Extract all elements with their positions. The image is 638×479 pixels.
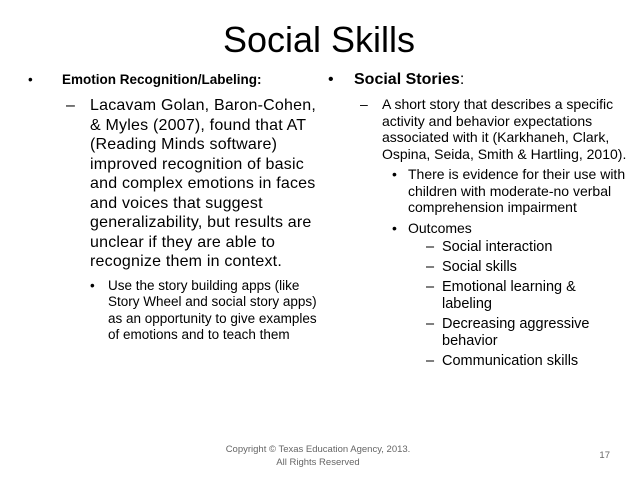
copyright-line-2: All Rights Reserved: [276, 457, 360, 468]
dash-icon: –: [426, 279, 435, 295]
outcome-text: Emotional learning & labeling: [442, 279, 576, 312]
right-subpoint-text: A short story that describes a specific activity and behavior expectations associated with it (Karkhaneh, Clark, Ospina, Seida, Smith & Hartling, 2010).: [382, 96, 627, 162]
left-heading: Emotion Recognition/Labeling:: [62, 72, 262, 87]
outcome-text: Social interaction: [442, 239, 553, 255]
left-heading-item: [28, 70, 318, 90]
right-subpoint: [360, 96, 628, 162]
right-nested-bullet: [392, 220, 628, 237]
dash-icon: –: [426, 316, 435, 332]
outcome-text: Communication skills: [442, 353, 579, 369]
outcome-item: [426, 239, 628, 256]
right-heading-item: [328, 70, 628, 90]
right-heading-bold: Social Stories: [354, 71, 460, 88]
left-column: [28, 70, 318, 344]
copyright-notice: [218, 443, 418, 469]
outcome-text: Social skills: [442, 259, 517, 275]
page-number: 17: [599, 450, 610, 461]
bullet-icon: •: [328, 71, 334, 88]
outcome-text: Decreasing aggressive behavior: [442, 316, 590, 349]
bullet-icon: •: [392, 219, 397, 236]
outcomes-bullet-text: Outcomes: [408, 219, 472, 236]
outcome-item: [426, 353, 628, 370]
right-heading: [354, 70, 628, 90]
copyright-line-1: Copyright © Texas Education Agency, 2013.: [225, 444, 411, 455]
right-nested-bullet: [392, 166, 628, 216]
dash-icon: –: [66, 97, 76, 114]
outcome-item: [426, 279, 628, 313]
bullet-icon: •: [28, 72, 33, 87]
slide-title: Social Skills: [222, 19, 416, 60]
outcome-item: [426, 259, 628, 276]
bullet-icon: •: [90, 277, 95, 293]
dash-icon: –: [426, 259, 435, 275]
outcome-item: [426, 316, 628, 350]
right-heading-colon: :: [459, 71, 465, 88]
left-nested-bullet-text: Use the story building apps (like Story Wheel and social story apps) as an opportunity to give examples of emotions and to teach them: [108, 277, 317, 342]
dash-icon: –: [426, 239, 435, 255]
evidence-bullet-text: There is evidence for their use with children with moderate-no verbal comprehension impairment: [408, 166, 626, 215]
left-nested-bullet: [90, 278, 318, 344]
left-subpoint-text: Lacavam Golan, Baron-Cohen, & Myles (2007), found that AT (Reading Minds software) improved recognition of basic and complex emotions in faces and voices that suggest generalizability, but results are unclear if they are able to recognize them in context.: [90, 97, 316, 270]
bullet-icon: •: [392, 166, 397, 182]
left-subpoint: [66, 96, 318, 272]
right-column: [328, 70, 628, 370]
dash-icon: –: [360, 96, 368, 112]
dash-icon: –: [426, 353, 435, 369]
